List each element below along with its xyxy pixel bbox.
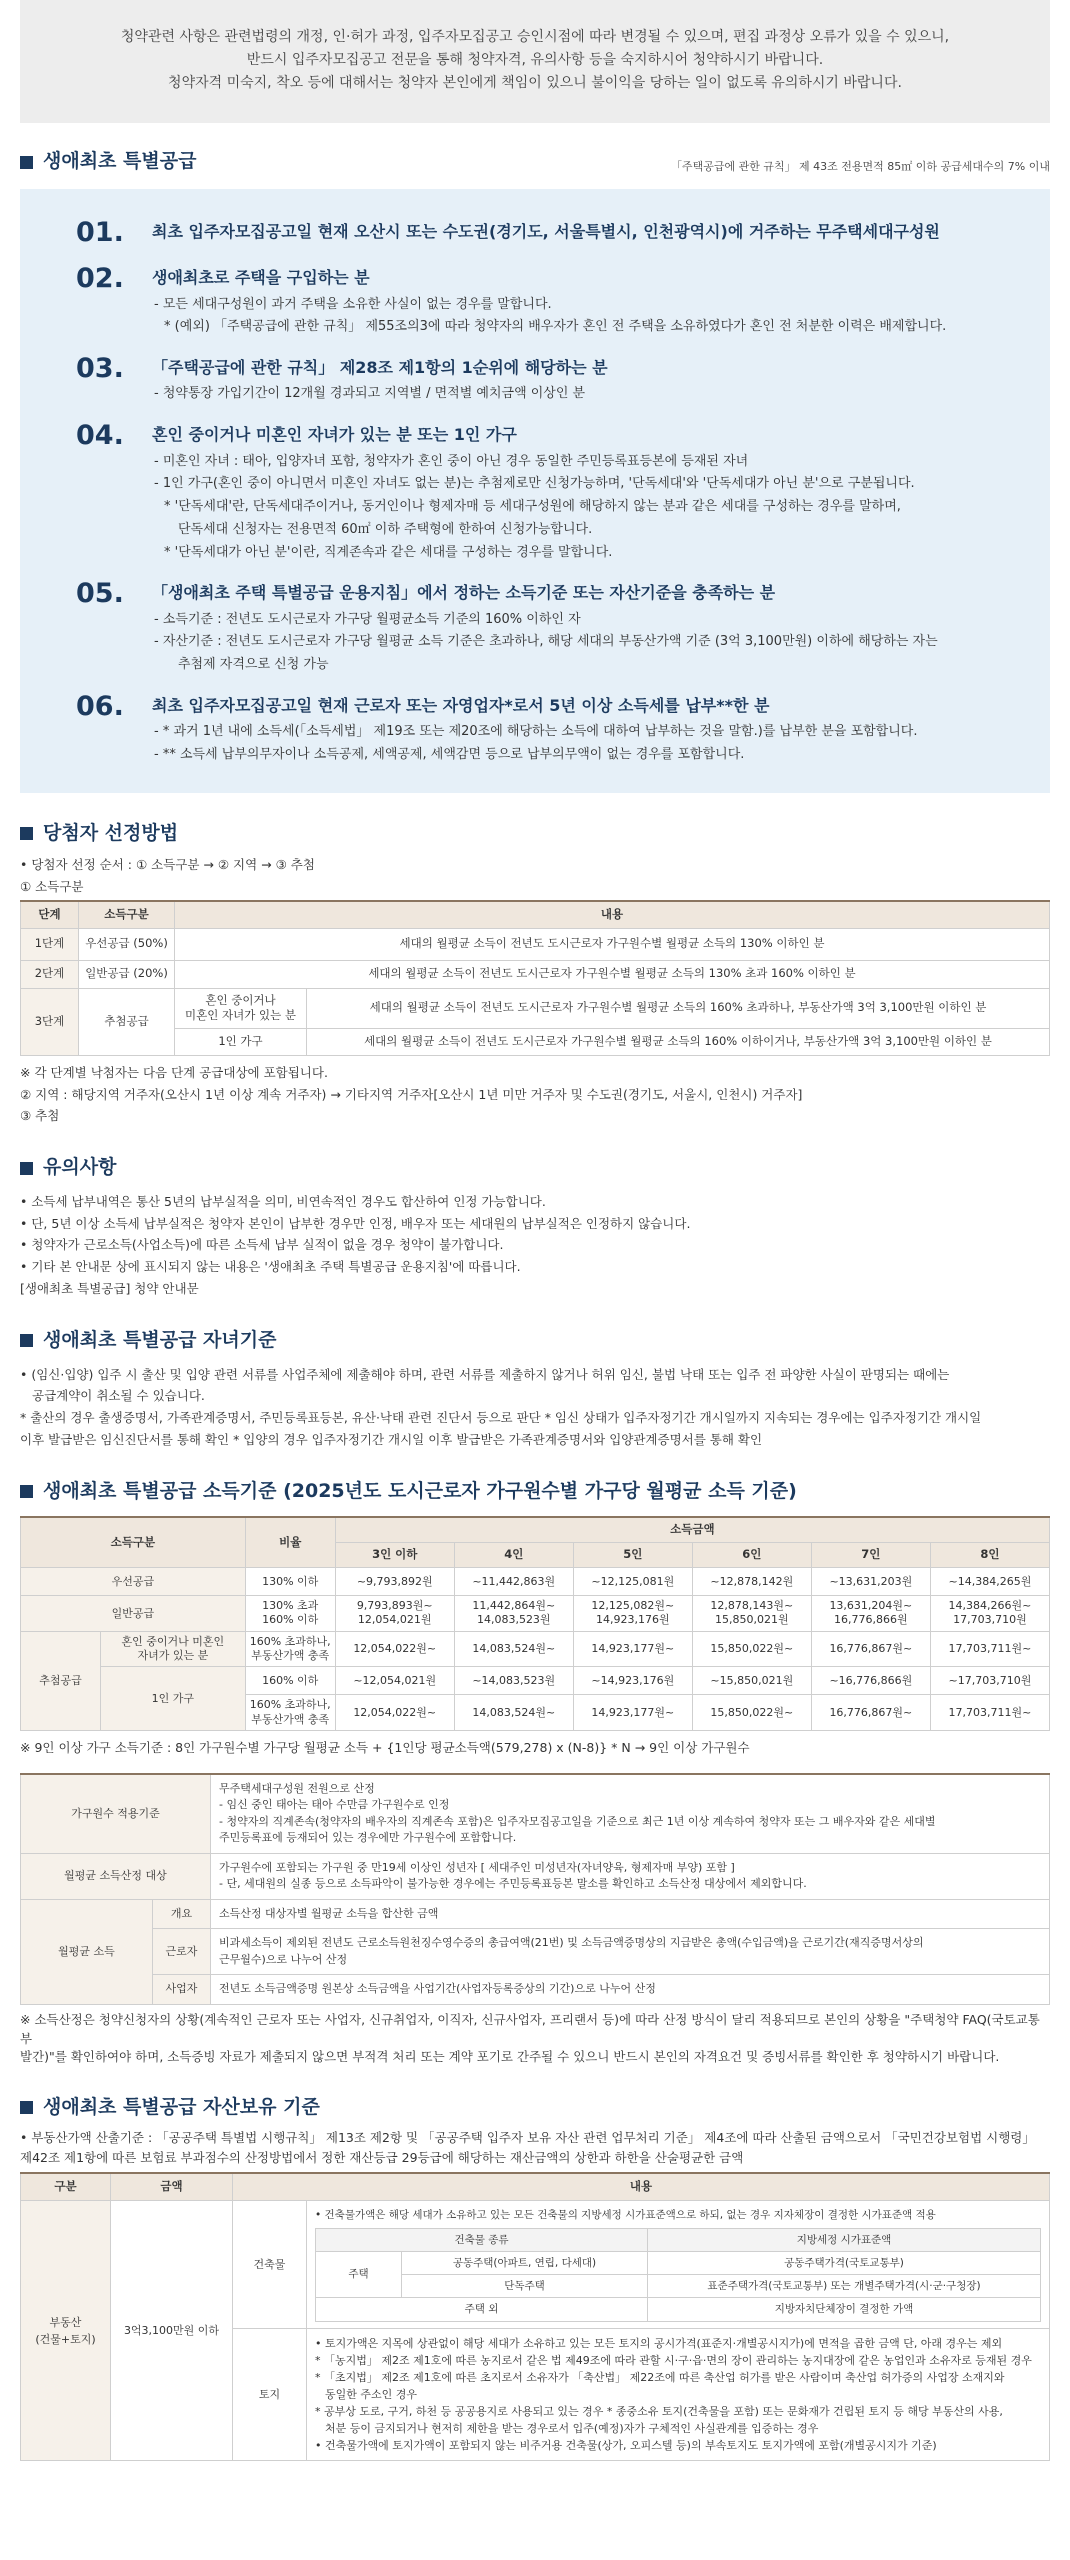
- square-bullet-icon: [20, 156, 33, 169]
- value-cell: ~12,125,081원: [573, 1568, 692, 1596]
- subtype-cell: 혼인 중이거나 미혼인 자녀가 있는 분: [175, 988, 307, 1028]
- value-cell: ~13,631,203원: [811, 1568, 930, 1596]
- definition-cell: 소득산정 대상자별 월평균 소득을 합산한 금액: [211, 1899, 1050, 1929]
- col-header: 건축물 종류: [316, 2228, 648, 2251]
- definition-note: ※ 소득산정은 청약신청자의 상황(계속적인 근로자 또는 사업자, 신규취업자, 이직자, 신규사업자, 프리랜서 등)에 따라 산정 방식이 달리 적용되므로 본인의 상황을 "주택청약 FAQ(국토교통부 발간)"를 확인하여야 하며, 소득증빙 자료가 제출되지 않으면 부적격 처리 또는 계약 포기로 간주될 수 있으니 반드시 본인의 자격요건 및 증빙서류를 확인한 후 청약하시기 바랍니다.: [20, 2011, 1040, 2065]
- land-line: * 「초지법」 제2조 제1호에 따른 초지로서 소유자가 「축산법」 제22조에 따른 축산업 허가를 받은 사람이며 축산업 허가증의 사업장 소재지와: [315, 2370, 1005, 2384]
- row-label: 추첨공급: [21, 1631, 101, 1730]
- type-cell: 우선공급 (50%): [79, 928, 175, 960]
- caution-item: • 소득세 납부내역은 통산 5년의 납부실적을 의미, 비연속적인 경우도 합산하여 인정 가능합니다.: [20, 1193, 546, 1209]
- col-header: 내용: [175, 901, 1050, 928]
- value-cell: 12,125,082원~ 14,923,176원: [573, 1596, 692, 1632]
- criterion-heading: 생애최초로 주택을 구입하는 분: [152, 268, 370, 288]
- value-cell: 14,923,177원~: [573, 1695, 692, 1731]
- value-cell: ~9,793,892원: [335, 1568, 454, 1596]
- value-cell: ~14,083,523원: [454, 1667, 573, 1695]
- criterion-detail: - 소득기준 : 전년도 도시근로자 가구당 월평균소득 기준의 160% 이하인 자: [154, 611, 581, 627]
- criterion-detail: * '단독세대가 아닌 분'이란, 직계존속과 같은 세대를 구성하는 경우를 말합니다.: [164, 544, 613, 560]
- value-cell: 15,850,022원~: [692, 1631, 811, 1667]
- sub-label: 근로자: [153, 1929, 211, 1975]
- land-line: * 공부상 도로, 구거, 하천 등 공공용지로 사용되고 있는 경우 * 종중소유 토지(건축물을 포함) 또는 문화재가 건립된 토지 등 해당 부동산의 사용,: [315, 2404, 1003, 2418]
- definition-cell: 가구원수에 포함되는 가구원 중 만19세 이상인 성년자 [ 세대주인 미성년자(자녀양육, 형제자매 부양) 포함 ] - 단, 세대원의 실종 등으로 소득파악이 불가능한 경우에는 주민등록표등본 말소를 확인하고 소득산정 대상에서 제외합니다.: [211, 1853, 1050, 1899]
- table-cell: 지방자치단체장이 결정한 가액: [648, 2298, 1041, 2321]
- criterion-number: 06.: [76, 690, 124, 722]
- square-bullet-icon: [20, 827, 33, 840]
- square-bullet-icon: [20, 1162, 33, 1175]
- table-row: [21, 1596, 1050, 1632]
- criterion-detail: - 모든 세대구성원이 과거 주택을 소유한 사실이 없는 경우를 말합니다.: [154, 296, 552, 312]
- type-cell: 추첨공급: [79, 988, 175, 1055]
- caution-item: [생애최초 특별공급] 청약 안내문: [20, 1281, 199, 1297]
- land-line: • 건축물가액에 토지가액이 포함되지 않는 비주거용 건축물(상가, 오피스텔 등)의 부속토지도 토지가액에 포함(개별공시지가 기준): [315, 2438, 937, 2452]
- value-cell: 12,054,022원~: [335, 1631, 454, 1667]
- criterion-number: 02.: [76, 263, 124, 295]
- criterion-item: [76, 578, 994, 677]
- criterion-body: [152, 578, 994, 677]
- row-label: 주택: [316, 2251, 402, 2298]
- value-cell: 15,850,022원~: [692, 1695, 811, 1731]
- value-cell: 14,083,524원~: [454, 1631, 573, 1667]
- row-label: 혼인 중이거나 미혼인 자녀가 있는 분: [101, 1631, 246, 1667]
- criterion-number: 04.: [76, 420, 124, 452]
- criterion-heading: 「주택공급에 관한 규칙」 제28조 제1항의 1순위에 해당하는 분: [152, 358, 608, 377]
- income-note: ※ 9인 이상 가구 소득기준 : 8인 가구원수별 가구당 월평균 소득 + {1인당 평균소득액(579,278) x (N-8)} * N → 9인 이상 가구원수: [20, 1739, 750, 1755]
- caution-item: • 청약자가 근로소득(사업소득)에 따른 소득세 납부 실적이 없을 경우 청약이 불가합니다.: [20, 1237, 504, 1253]
- type-cell: 일반공급 (20%): [79, 960, 175, 988]
- selection-note: ※ 각 단계별 낙첨자는 다음 단계 공급대상에 포함됩니다.: [20, 1064, 328, 1080]
- value-cell: 12,054,022원~: [335, 1695, 454, 1731]
- children-line: 공급계약이 취소될 수 있습니다.: [32, 1388, 205, 1404]
- step-cell: 1단계: [21, 928, 79, 960]
- row-label: 월평균 소득: [21, 1899, 153, 2004]
- section-title: 생애최초 특별공급 자산보유 기준: [20, 2093, 1050, 2122]
- col-header: 소득구분: [21, 1517, 246, 1567]
- ratio-cell: 130% 이하: [245, 1568, 335, 1596]
- caution-list: [20, 1191, 1050, 1300]
- category-cell: 부동산 (건물+토지): [21, 2201, 111, 2461]
- value-cell: ~15,850,021원: [692, 1667, 811, 1695]
- notice-line: 청약자격 미숙지, 착오 등에 대해서는 청약자 본인에게 책임이 있으니 불이익을 당하는 일이 없도록 유의하시기 바랍니다.: [168, 75, 902, 92]
- children-list: [20, 1364, 1050, 1452]
- criterion-item: [76, 420, 994, 564]
- criterion-item: [76, 691, 994, 767]
- ratio-cell: 160% 이하: [245, 1667, 335, 1695]
- value-cell: 14,923,177원~: [573, 1631, 692, 1667]
- value-cell: 12,878,143원~ 15,850,021원: [692, 1596, 811, 1632]
- criterion-item: [76, 217, 994, 249]
- square-bullet-icon: [20, 1485, 33, 1498]
- building-content: [307, 2201, 1050, 2328]
- table-row: [21, 1667, 1050, 1695]
- table-cell: 공동주택가격(국토교통부): [648, 2251, 1041, 2274]
- value-cell: 16,776,867원~: [811, 1631, 930, 1667]
- criterion-heading: 최초 입주자모집공고일 현재 근로자 또는 자영업자*로서 5년 이상 소득세를 납부**한 분: [152, 695, 770, 715]
- section-title: 당첨자 선정방법: [20, 819, 1050, 848]
- table-cell: 단독주택: [402, 2275, 648, 2298]
- col-header: 내용: [233, 2173, 1050, 2200]
- row-label: 우선공급: [21, 1568, 246, 1596]
- size-header: 7인: [811, 1543, 930, 1568]
- content-cell: 세대의 월평균 소득이 전년도 도시근로자 가구원수별 월평균 소득의 130% 초과 160% 이하인 분: [175, 960, 1050, 988]
- special-header: [20, 147, 1050, 176]
- criterion-detail: - 1인 가구(혼인 중이 아니면서 미혼인 자녀도 없는 분)는 추첨제로만 신청가능하며, '단독세대'와 '단독세대가 아닌 분'으로 구분됩니다.: [154, 476, 915, 492]
- value-cell: ~17,703,710원: [930, 1667, 1049, 1695]
- criterion-detail: 추첨제 자격으로 신청 가능: [178, 657, 329, 673]
- selection-note: ③ 추첨: [20, 1108, 60, 1124]
- criterion-detail: - * 과거 1년 내에 소득세(「소득세법」 제19조 또는 제20조에 해당하는 소득에 대하여 납부하는 것을 말함.)를 납부한 분을 포함합니다.: [154, 724, 918, 740]
- col-header: 금액: [111, 2173, 233, 2200]
- square-bullet-icon: [20, 2101, 33, 2114]
- notice-box: [20, 0, 1050, 123]
- col-header: 소득금액: [335, 1517, 1049, 1542]
- value-cell: ~11,442,863원: [454, 1568, 573, 1596]
- row-label: 가구원수 적용기준: [21, 1774, 211, 1854]
- criterion-detail: - 자산기준 : 전년도 도시근로자 가구당 월평균 소득 기준은 초과하나, 해당 세대의 부동산가액 기준 (3억 3,100만원) 이하에 해당하는 자는: [154, 634, 938, 650]
- criterion-heading: 「생애최초 주택 특별공급 운용지침」에서 정하는 소득기준 또는 자산기준을 충족하는 분: [152, 583, 776, 603]
- table-row: [21, 1568, 1050, 1596]
- value-cell: 11,442,864원~ 14,083,523원: [454, 1596, 573, 1632]
- selection-order: • 당첨자 선정 순서 : ① 소득구분 → ② 지역 → ③ 추첨: [20, 857, 315, 873]
- criterion-number: 01.: [76, 216, 124, 248]
- table-cell: 공동주택(아파트, 연립, 다세대): [402, 2251, 648, 2274]
- value-cell: 17,703,711원~: [930, 1695, 1049, 1731]
- row-label: 일반공급: [21, 1596, 246, 1632]
- table-cell: 주택 외: [316, 2298, 648, 2321]
- col-header: 비율: [245, 1517, 335, 1567]
- criterion-detail: * '단독세대'란, 단독세대주이거나, 동거인이나 형제자매 등 세대구성원에 해당하지 않는 분과 같은 세대를 구성하는 경우를 말하며,: [164, 499, 901, 515]
- value-cell: ~12,878,142원: [692, 1568, 811, 1596]
- criterion-body: [152, 420, 994, 564]
- step-cell: 2단계: [21, 960, 79, 988]
- selection-table: [20, 900, 1050, 1056]
- step-cell: 3단계: [21, 988, 79, 1055]
- notice-line: 청약관련 사항은 관련법령의 개정, 인·허가 과정, 입주자모집공고 승인시점에 따라 변경될 수 있으며, 편집 과정상 오류가 있을 수 있으니,: [120, 29, 950, 45]
- definition-cell: 무주택세대구성원 전원으로 산정 - 임신 중인 태아는 태아 수만큼 가구원수로 인정 - 청약자의 직계존속(청약자의 배우자의 직계존속 포함)은 입주자모집공고일을 기준으로 최근 1년 이상 계속하여 청약자 또는 그 배우자와 같은 세대별 주민등록표에 등재되어 있는 경우에만 가구원수에 포함합니다.: [211, 1774, 1050, 1854]
- criteria-box: [20, 189, 1050, 793]
- ratio-cell: 160% 초과하나, 부동산가액 충족: [245, 1695, 335, 1731]
- col-header: 지방세정 시가표준액: [648, 2228, 1041, 2251]
- section-title: 생애최초 특별공급 소득기준 (2025년도 도시근로자 가구원수별 가구당 월평균 소득 기준): [20, 1477, 1050, 1506]
- subcategory-cell: 건축물: [233, 2201, 307, 2328]
- criterion-heading: 혼인 중이거나 미혼인 자녀가 있는 분 또는 1인 가구: [152, 425, 517, 445]
- land-line: • 토지가액은 지목에 상관없이 해당 세대가 소유하고 있는 모든 토지의 공시가격(표준지·개별공시지가)에 면적을 곱한 금액 단, 아래 경우는 제외: [315, 2336, 1003, 2350]
- size-header: 5인: [573, 1543, 692, 1568]
- table-row: [21, 1631, 1050, 1667]
- regulation-reference: 「주택공급에 관한 규칙」 제 43조 전용면적 85㎡ 이하 공급세대수의 7% 이내: [670, 159, 1050, 173]
- content-cell: 세대의 월평균 소득이 전년도 도시근로자 가구원수별 월평균 소득의 160% 초과하나, 부동산가액 3억 3,100만원 이하인 분: [307, 988, 1050, 1028]
- sub-label: 사업자: [153, 1975, 211, 2005]
- subtype-cell: 1인 가구: [175, 1028, 307, 1055]
- size-header: 6인: [692, 1543, 811, 1568]
- land-line: * 「농지법」 제2조 제1호에 따른 농지로서 같은 법 제49조에 따라 관할 시·구·읍·면의 장이 관리하는 농지대장에 같은 농업인과 소유자로 등재된 경우: [315, 2353, 1032, 2367]
- value-cell: 17,703,711원~: [930, 1631, 1049, 1667]
- children-line: * 출산의 경우 출생증명서, 가족관계증명서, 주민등록표등본, 유산·낙태 관련 진단서 등으로 판단 * 임신 상태가 입주자정기간 개시일까지 지속되는 경우에는 입주자정기간 개시일: [20, 1410, 982, 1426]
- criterion-number: 03.: [76, 353, 124, 384]
- col-header: 구분: [21, 2173, 111, 2200]
- caution-item: • 단, 5년 이상 소득세 납부실적은 청약자 본인이 납부한 경우만 인정, 배우자 또는 세대원의 납부실적은 인정하지 않습니다.: [20, 1215, 691, 1231]
- col-header: 소득구분: [79, 901, 175, 928]
- square-bullet-icon: [20, 1334, 33, 1347]
- criterion-detail: - ** 소득세 납부의무자이나 소득공제, 세액공제, 세액감면 등으로 납부의무액이 없는 경우를 포함합니다.: [154, 747, 745, 763]
- content-cell: 세대의 월평균 소득이 전년도 도시근로자 가구원수별 월평균 소득의 130% 이하인 분: [175, 928, 1050, 960]
- criterion-body: [152, 353, 994, 406]
- land-line: 처분 등이 금지되거나 현저히 제한을 받는 경우로서 입주(예정)자가 구체적인 사실관계를 입증하는 경우: [325, 2421, 819, 2435]
- value-cell: ~16,776,866원: [811, 1667, 930, 1695]
- sub-label: 개요: [153, 1899, 211, 1929]
- criterion-body: [152, 263, 994, 339]
- row-label: 월평균 소득산정 대상: [21, 1853, 211, 1899]
- value-cell: 9,793,893원~ 12,054,021원: [335, 1596, 454, 1632]
- size-header: 3인 이하: [335, 1543, 454, 1568]
- definition-cell: 비과세소득이 제외된 전년도 근로소득원천징수영수증의 총급여액(21번) 및 소득금액증명상의 지급받은 총액(수입금액)을 근로기간(재직증명서상의 근무월수)으로 나누어 산정: [211, 1929, 1050, 1975]
- building-table: [315, 2228, 1041, 2322]
- section-title: 생애최초 특별공급 자녀기준: [20, 1326, 1050, 1355]
- criterion-body: [152, 217, 994, 249]
- section-title: 생애최초 특별공급: [20, 147, 196, 176]
- size-header: 8인: [930, 1543, 1049, 1568]
- col-header: 단계: [21, 901, 79, 928]
- value-cell: 14,384,266원~ 17,703,710원: [930, 1596, 1049, 1632]
- criterion-item: [76, 353, 994, 406]
- land-content: [307, 2328, 1050, 2460]
- notice-line: 반드시 입주자모집공고 전문을 통해 청약자격, 유의사항 등을 숙지하시어 청약하시기 바랍니다.: [246, 52, 824, 69]
- value-cell: ~12,054,021원: [335, 1667, 454, 1695]
- definition-cell: 전년도 소득금액증명 원본상 소득금액을 사업기간(사업자등록증상의 기간)으로 나누어 산정: [211, 1975, 1050, 2005]
- definition-table: [20, 1773, 1050, 2005]
- value-cell: 16,776,867원~: [811, 1695, 930, 1731]
- value-cell: 13,631,204원~ 16,776,866원: [811, 1596, 930, 1632]
- criterion-number: 05.: [76, 578, 124, 610]
- caution-item: • 기타 본 안내문 상에 표시되지 않는 내용은 '생애최초 주택 특별공급 운용지침'에 따릅니다.: [20, 1259, 521, 1275]
- ratio-cell: 130% 초과 160% 이하: [245, 1596, 335, 1632]
- criterion-detail: * (예외) 「주택공급에 관한 규칙」 제55조의3에 따라 청약자의 배우자가 혼인 전 주택을 소유하였다가 혼인 전 처분한 이력은 배제합니다.: [164, 319, 947, 335]
- criterion-detail: - 청약통장 가입기간이 12개월 경과되고 지역별 / 면적별 예치금액 이상인 분: [154, 386, 586, 402]
- children-line: • (임신·입양) 입주 시 출산 및 입양 관련 서류를 사업주체에 제출해야 하며, 관련 서류를 제출하지 않거나 허위 임신, 불법 낙태 또는 입주 전 파양한 사실이 판명되는 때에는: [20, 1366, 950, 1382]
- value-cell: ~14,384,265원: [930, 1568, 1049, 1596]
- value-cell: ~14,923,176원: [573, 1667, 692, 1695]
- size-header: 4인: [454, 1543, 573, 1568]
- criterion-item: [76, 263, 994, 339]
- income-table: [20, 1516, 1050, 1730]
- content-cell: 세대의 월평균 소득이 전년도 도시근로자 가구원수별 월평균 소득의 160% 이하이거나, 부동산가액 3억 3,100만원 이하인 분: [307, 1028, 1050, 1055]
- selection-note: ② 지역 : 해당지역 거주자(오산시 1년 이상 계속 거주자) → 기타지역 거주자[오산시 1년 미만 거주자 및 수도권(경기도, 서울시, 인천시) 거주자]: [20, 1086, 803, 1102]
- subcategory-cell: 토지: [233, 2328, 307, 2460]
- value-cell: 14,083,524원~: [454, 1695, 573, 1731]
- row-label: 1인 가구: [101, 1667, 246, 1731]
- criterion-detail: - 미혼인 자녀 : 태아, 입양자녀 포함, 청약자가 혼인 중이 아닌 경우 동일한 주민등록표등본에 등재된 자녀: [154, 453, 749, 469]
- section-title: 유의사항: [20, 1153, 1050, 1182]
- land-line: 동일한 주소인 경우: [325, 2387, 418, 2401]
- criterion-detail: 단독세대 신청자는 전용면적 60㎡ 이하 주택형에 한하여 신청가능합니다.: [178, 521, 593, 537]
- table-cell: 표준주택가격(국토교통부) 또는 개별주택가격(시·군·구청장): [648, 2275, 1041, 2298]
- amount-cell: 3억3,100만원 이하: [111, 2201, 233, 2461]
- building-intro: • 건축물가액은 해당 세대가 소유하고 있는 모든 건축물의 지방세정 시가표준액으로 하되, 없는 경우 지자체장이 결정한 시가표준액 적용: [315, 2209, 936, 2222]
- children-line: 이후 발급받은 임신진단서를 통해 확인 * 입양의 경우 입주자정기간 개시일 이후 발급받은 가족관계증명서와 입양관계증명서를 통해 확인: [20, 1432, 763, 1448]
- asset-table: [20, 2172, 1050, 2460]
- ratio-cell: 160% 초과하나, 부동산가액 충족: [245, 1631, 335, 1667]
- selection-sub-heading: ① 소득구분: [20, 879, 84, 895]
- criterion-body: [152, 691, 994, 767]
- criterion-heading: 최초 입주자모집공고일 현재 오산시 또는 수도권(경기도, 서울특별시, 인천광역시)에 거주하는 무주택세대구성원: [152, 221, 940, 241]
- asset-intro: • 부동산가액 산출기준 : 「공공주택 특별법 시행규칙」 제13조 제2항 및 「공공주택 입주자 보유 자산 관련 업무처리 기준」 제4조에 따라 산출된 금액으로서 「국민건강보험법 시행령」 제42조 제1항에 따른 보험료 부과점수의 산정방법에서 정한 재산등급 29등급에 해당하는 재산금액의 상한과 하한을 산술평균한 금액: [20, 2130, 1035, 2166]
